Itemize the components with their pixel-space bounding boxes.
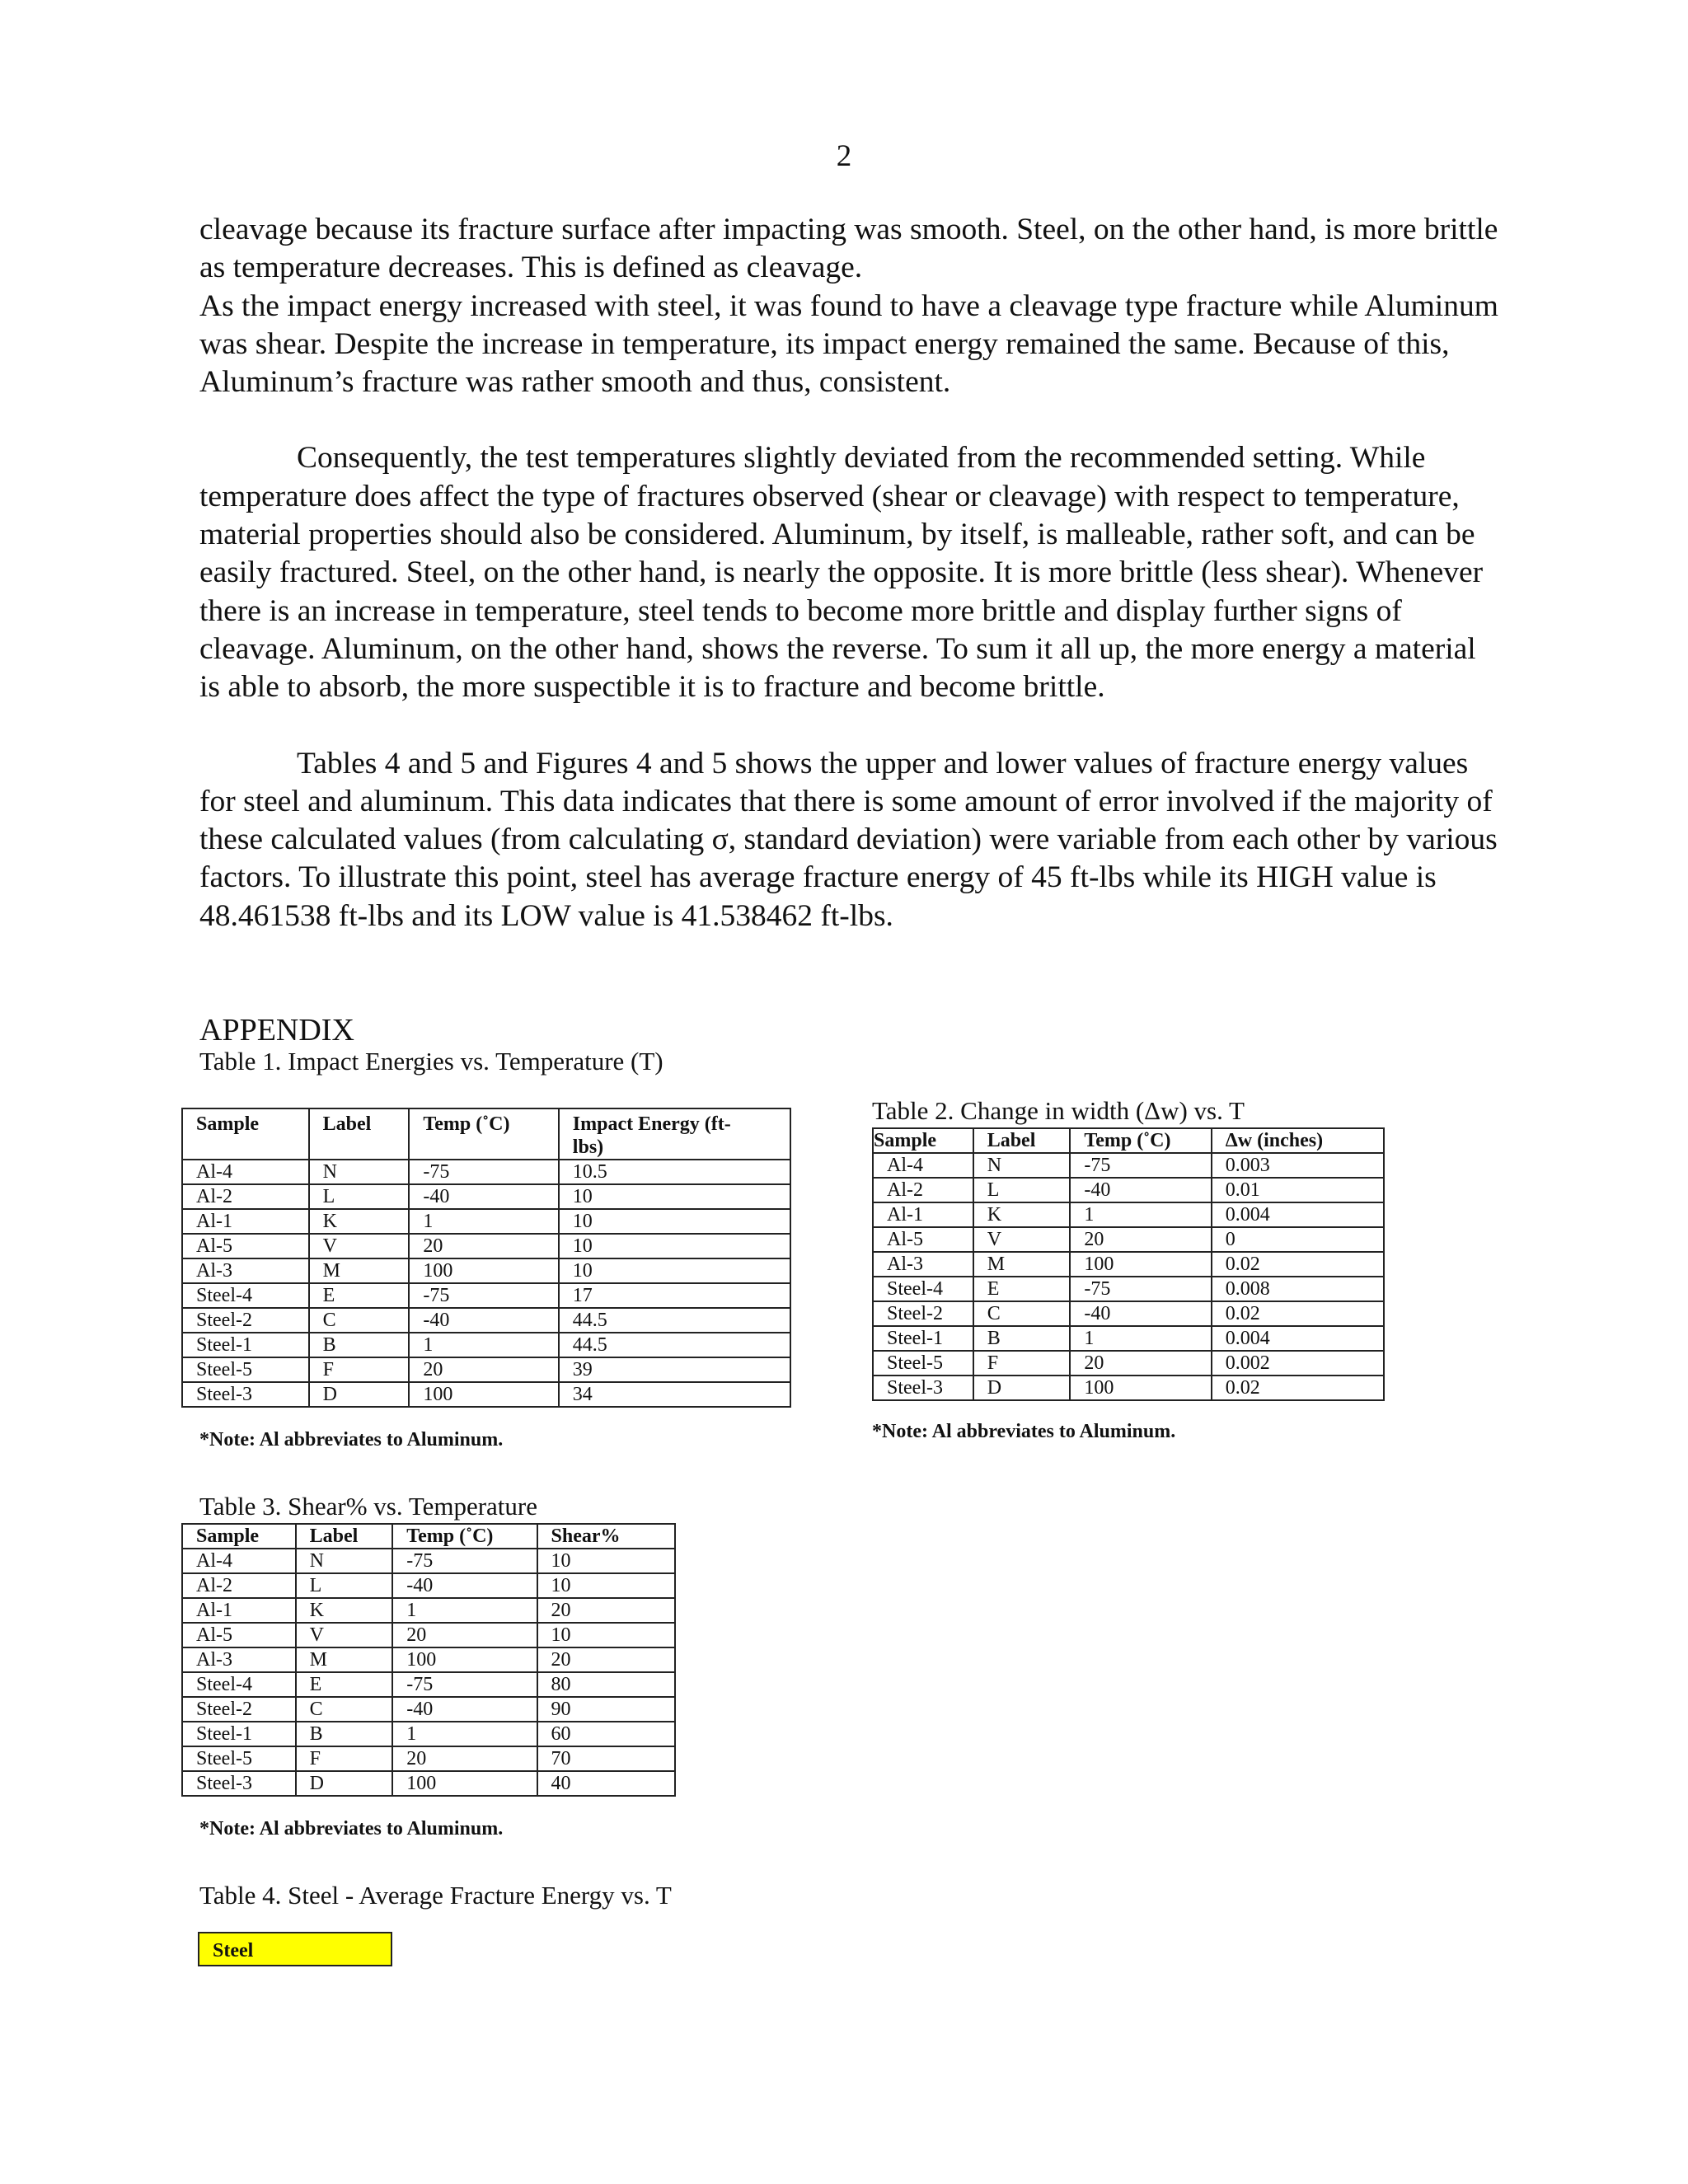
table-cell: N bbox=[309, 1160, 410, 1184]
table-cell: 40 bbox=[537, 1771, 676, 1796]
table4-steel-header: Steel bbox=[198, 1932, 392, 1966]
table-row bbox=[873, 1227, 1384, 1252]
table-header-row bbox=[873, 1128, 1384, 1153]
table-cell: 0 bbox=[1212, 1227, 1384, 1252]
table-cell: 60 bbox=[537, 1722, 676, 1746]
table-row bbox=[873, 1153, 1384, 1178]
table-cell: Steel-2 bbox=[182, 1308, 309, 1333]
table-cell: E bbox=[296, 1672, 393, 1697]
table-cell: Steel-4 bbox=[182, 1672, 296, 1697]
table-row bbox=[182, 1160, 790, 1184]
table-shear-percent bbox=[181, 1523, 676, 1797]
table-cell: -40 bbox=[1070, 1301, 1211, 1326]
table-row bbox=[873, 1202, 1384, 1227]
table1-note: *Note: Al abbreviates to Aluminum. bbox=[199, 1429, 504, 1451]
table-cell: 20 bbox=[1070, 1351, 1211, 1376]
table-cell: 0.01 bbox=[1212, 1178, 1384, 1202]
table-cell: 1 bbox=[1070, 1202, 1211, 1227]
table-row bbox=[182, 1184, 790, 1209]
header-sample: Sample bbox=[182, 1108, 309, 1160]
table-cell: 34 bbox=[559, 1382, 790, 1407]
table-cell: Al-3 bbox=[182, 1647, 296, 1672]
table-cell: Al-5 bbox=[873, 1227, 973, 1252]
table-cell: D bbox=[296, 1771, 393, 1796]
table-cell: 100 bbox=[409, 1258, 558, 1283]
table-cell: K bbox=[309, 1209, 410, 1234]
header-shear: Shear% bbox=[537, 1524, 676, 1549]
table-cell: 10 bbox=[559, 1234, 790, 1258]
table-cell: F bbox=[296, 1746, 393, 1771]
table-cell: C bbox=[296, 1697, 393, 1722]
table-cell: -40 bbox=[1070, 1178, 1211, 1202]
table-cell: 0.004 bbox=[1212, 1202, 1384, 1227]
table4-caption: Table 4. Steel - Average Fracture Energy vs. T bbox=[199, 1881, 672, 1910]
table-cell: 20 bbox=[409, 1357, 558, 1382]
table-cell: 1 bbox=[409, 1209, 558, 1234]
table-cell: B bbox=[973, 1326, 1071, 1351]
page-number: 2 bbox=[836, 139, 852, 173]
table-cell: 1 bbox=[1070, 1326, 1211, 1351]
table-cell: D bbox=[309, 1382, 410, 1407]
table-row bbox=[182, 1647, 675, 1672]
table-impact-energy bbox=[181, 1108, 791, 1408]
table-cell: Al-3 bbox=[873, 1252, 973, 1277]
table-cell: 90 bbox=[537, 1697, 676, 1722]
table-cell: 100 bbox=[392, 1647, 537, 1672]
table-cell: E bbox=[973, 1277, 1071, 1301]
table-cell: L bbox=[973, 1178, 1071, 1202]
table-row bbox=[182, 1308, 790, 1333]
table-row bbox=[182, 1746, 675, 1771]
table-cell: -75 bbox=[409, 1283, 558, 1308]
table-cell: -75 bbox=[1070, 1153, 1211, 1178]
table-cell: V bbox=[296, 1623, 393, 1647]
table-cell: Al-3 bbox=[182, 1258, 309, 1283]
table-cell: 0.008 bbox=[1212, 1277, 1384, 1301]
table-cell: Al-2 bbox=[182, 1573, 296, 1598]
table-cell: M bbox=[296, 1647, 393, 1672]
table-cell: Steel-3 bbox=[873, 1376, 973, 1400]
table-cell: -75 bbox=[392, 1549, 537, 1573]
table-cell: 20 bbox=[392, 1623, 537, 1647]
table-cell: Al-1 bbox=[873, 1202, 973, 1227]
table-cell: 10.5 bbox=[559, 1160, 790, 1184]
table-cell: 100 bbox=[1070, 1252, 1211, 1277]
table-row bbox=[182, 1283, 790, 1308]
table-cell: 80 bbox=[537, 1672, 676, 1697]
table3-caption: Table 3. Shear% vs. Temperature bbox=[199, 1492, 537, 1521]
table2-caption: Table 2. Change in width (Δw) vs. T bbox=[872, 1096, 1245, 1125]
table-row bbox=[873, 1301, 1384, 1326]
table-cell: 20 bbox=[537, 1647, 676, 1672]
table-cell: 10 bbox=[559, 1258, 790, 1283]
table-cell: 20 bbox=[537, 1598, 676, 1623]
table-cell: Steel-2 bbox=[873, 1301, 973, 1326]
table-cell: -75 bbox=[1070, 1277, 1211, 1301]
table-cell: 0.002 bbox=[1212, 1351, 1384, 1376]
table-cell: 10 bbox=[537, 1623, 676, 1647]
table-cell: 0.004 bbox=[1212, 1326, 1384, 1351]
table-cell: Steel-5 bbox=[182, 1357, 309, 1382]
table-row bbox=[873, 1376, 1384, 1400]
table-row bbox=[182, 1258, 790, 1283]
table-cell: 0.02 bbox=[1212, 1376, 1384, 1400]
table-cell: 44.5 bbox=[559, 1308, 790, 1333]
body-text bbox=[199, 211, 1502, 935]
table-row bbox=[182, 1549, 675, 1573]
table-cell: 10 bbox=[559, 1184, 790, 1209]
table-cell: K bbox=[973, 1202, 1071, 1227]
table-row bbox=[873, 1277, 1384, 1301]
table2-note: *Note: Al abbreviates to Aluminum. bbox=[872, 1421, 1176, 1442]
table-cell: -40 bbox=[392, 1573, 537, 1598]
table-cell: 20 bbox=[1070, 1227, 1211, 1252]
table-change-in-width bbox=[872, 1127, 1385, 1401]
table-cell: L bbox=[309, 1184, 410, 1209]
table-row bbox=[182, 1333, 790, 1357]
table-cell: Al-4 bbox=[182, 1549, 296, 1573]
table-cell: 0.003 bbox=[1212, 1153, 1384, 1178]
table-row bbox=[182, 1357, 790, 1382]
table-cell: Al-4 bbox=[873, 1153, 973, 1178]
header-label: Label bbox=[973, 1128, 1071, 1153]
table-cell: F bbox=[309, 1357, 410, 1382]
table-cell: B bbox=[296, 1722, 393, 1746]
table-cell: V bbox=[309, 1234, 410, 1258]
table-cell: -40 bbox=[409, 1308, 558, 1333]
paragraph-4: Tables 4 and 5 and Figures 4 and 5 shows the upper and lower values of fracture energy values for steel and aluminum. This data indicates that there is some amount of error involved if the majority of these calculated values (from calculating σ, standard deviation) were variable from each other by various factors. To illustrate this point, steel has average fracture energy of 45 ft-lbs while its HIGH value is 48.461538 ft-lbs and its LOW value is 41.538462 ft-lbs. bbox=[199, 746, 1498, 933]
table-cell: 10 bbox=[537, 1573, 676, 1598]
table-row bbox=[873, 1351, 1384, 1376]
table-cell: 0.02 bbox=[1212, 1252, 1384, 1277]
table-cell: Al-2 bbox=[873, 1178, 973, 1202]
table-row bbox=[182, 1209, 790, 1234]
table-row bbox=[182, 1234, 790, 1258]
table-cell: V bbox=[973, 1227, 1071, 1252]
table-cell: Al-4 bbox=[182, 1160, 309, 1184]
header-temp: Temp (˚C) bbox=[409, 1108, 558, 1160]
table-cell: Steel-1 bbox=[182, 1722, 296, 1746]
table-cell: Steel-3 bbox=[182, 1771, 296, 1796]
paragraph-2: As the impact energy increased with steel, it was found to have a cleavage type fracture while Aluminum was shear. Despite the increase in temperature, its impact energy remained the same. Because of this, Aluminum’s fracture was rather smooth and thus, consistent. bbox=[199, 288, 1498, 400]
table-cell: 70 bbox=[537, 1746, 676, 1771]
table-cell: 1 bbox=[392, 1598, 537, 1623]
table-cell: Steel-5 bbox=[182, 1746, 296, 1771]
table-cell: 20 bbox=[392, 1746, 537, 1771]
appendix-heading: APPENDIX bbox=[199, 1013, 354, 1047]
table-cell: Al-1 bbox=[182, 1598, 296, 1623]
table-row bbox=[873, 1178, 1384, 1202]
table-row bbox=[182, 1623, 675, 1647]
header-label: Label bbox=[296, 1524, 393, 1549]
table-cell: 0.02 bbox=[1212, 1301, 1384, 1326]
table-cell: L bbox=[296, 1573, 393, 1598]
table-cell: 44.5 bbox=[559, 1333, 790, 1357]
table-cell: 1 bbox=[409, 1333, 558, 1357]
table-cell: Steel-1 bbox=[873, 1326, 973, 1351]
table-cell: Steel-4 bbox=[182, 1283, 309, 1308]
table-cell: 20 bbox=[409, 1234, 558, 1258]
table-row bbox=[182, 1573, 675, 1598]
table-cell: -40 bbox=[392, 1697, 537, 1722]
table-row bbox=[182, 1697, 675, 1722]
header-sample: Sample bbox=[182, 1524, 296, 1549]
table-cell: -75 bbox=[392, 1672, 537, 1697]
table-header-row bbox=[182, 1524, 675, 1549]
table-cell: Steel-4 bbox=[873, 1277, 973, 1301]
table-cell: 17 bbox=[559, 1283, 790, 1308]
table-row bbox=[182, 1722, 675, 1746]
paragraph-3: Consequently, the test temperatures slightly deviated from the recommended setting. While temperature does affect the type of fractures observed (shear or cleavage) with respect to temperature, material properties should also be considered. Aluminum, by itself, is malleable, rather soft, and can be easily fractured. Steel, on the other hand, is nearly the opposite. It is more brittle (less shear). Whenever there is an increase in temperature, steel tends to become more brittle and display further signs of cleavage. Aluminum, on the other hand, shows the reverse. To sum it all up, the more energy a material is able to absorb, the more suspectible it is to fracture and become brittle. bbox=[199, 441, 1484, 705]
table-cell: E bbox=[309, 1283, 410, 1308]
table-cell: Al-2 bbox=[182, 1184, 309, 1209]
header-sample: Sample bbox=[873, 1128, 973, 1153]
table-cell: -40 bbox=[409, 1184, 558, 1209]
header-temp: Temp (˚C) bbox=[392, 1524, 537, 1549]
table-cell: M bbox=[309, 1258, 410, 1283]
table3-note: *Note: Al abbreviates to Aluminum. bbox=[199, 1818, 504, 1840]
table-cell: 1 bbox=[392, 1722, 537, 1746]
table-row bbox=[182, 1598, 675, 1623]
table-cell: 100 bbox=[409, 1382, 558, 1407]
header-temp: Temp (˚C) bbox=[1070, 1128, 1211, 1153]
table-cell: M bbox=[973, 1252, 1071, 1277]
table-cell: Steel-3 bbox=[182, 1382, 309, 1407]
header-label: Label bbox=[309, 1108, 410, 1160]
table-cell: D bbox=[973, 1376, 1071, 1400]
table-header-row bbox=[182, 1108, 790, 1160]
table-cell: K bbox=[296, 1598, 393, 1623]
table-cell: C bbox=[973, 1301, 1071, 1326]
table-row bbox=[873, 1252, 1384, 1277]
table-cell: 100 bbox=[1070, 1376, 1211, 1400]
table-cell: Steel-5 bbox=[873, 1351, 973, 1376]
table-cell: Al-1 bbox=[182, 1209, 309, 1234]
paragraph-1: cleavage because its fracture surface after impacting was smooth. Steel, on the other hand, is more brittle as temperature decreases. This is defined as cleavage. bbox=[199, 213, 1498, 285]
table-cell: Steel-1 bbox=[182, 1333, 309, 1357]
table-cell: F bbox=[973, 1351, 1071, 1376]
table-cell: N bbox=[296, 1549, 393, 1573]
table-row bbox=[182, 1771, 675, 1796]
header-impact-energy: Impact Energy (ft-lbs) bbox=[559, 1108, 790, 1160]
table-row bbox=[182, 1672, 675, 1697]
table-cell: C bbox=[309, 1308, 410, 1333]
table-cell: 10 bbox=[559, 1209, 790, 1234]
table-cell: Steel-2 bbox=[182, 1697, 296, 1722]
table-cell: 39 bbox=[559, 1357, 790, 1382]
table-row bbox=[182, 1382, 790, 1407]
table-cell: B bbox=[309, 1333, 410, 1357]
table-cell: N bbox=[973, 1153, 1071, 1178]
table-row bbox=[873, 1326, 1384, 1351]
table-cell: Al-5 bbox=[182, 1234, 309, 1258]
header-delta-w: Δw (inches) bbox=[1212, 1128, 1384, 1153]
table-cell: Al-5 bbox=[182, 1623, 296, 1647]
table1-caption: Table 1. Impact Energies vs. Temperature (T) bbox=[199, 1047, 663, 1076]
table-cell: 10 bbox=[537, 1549, 676, 1573]
table-cell: 100 bbox=[392, 1771, 537, 1796]
table-cell: -75 bbox=[409, 1160, 558, 1184]
